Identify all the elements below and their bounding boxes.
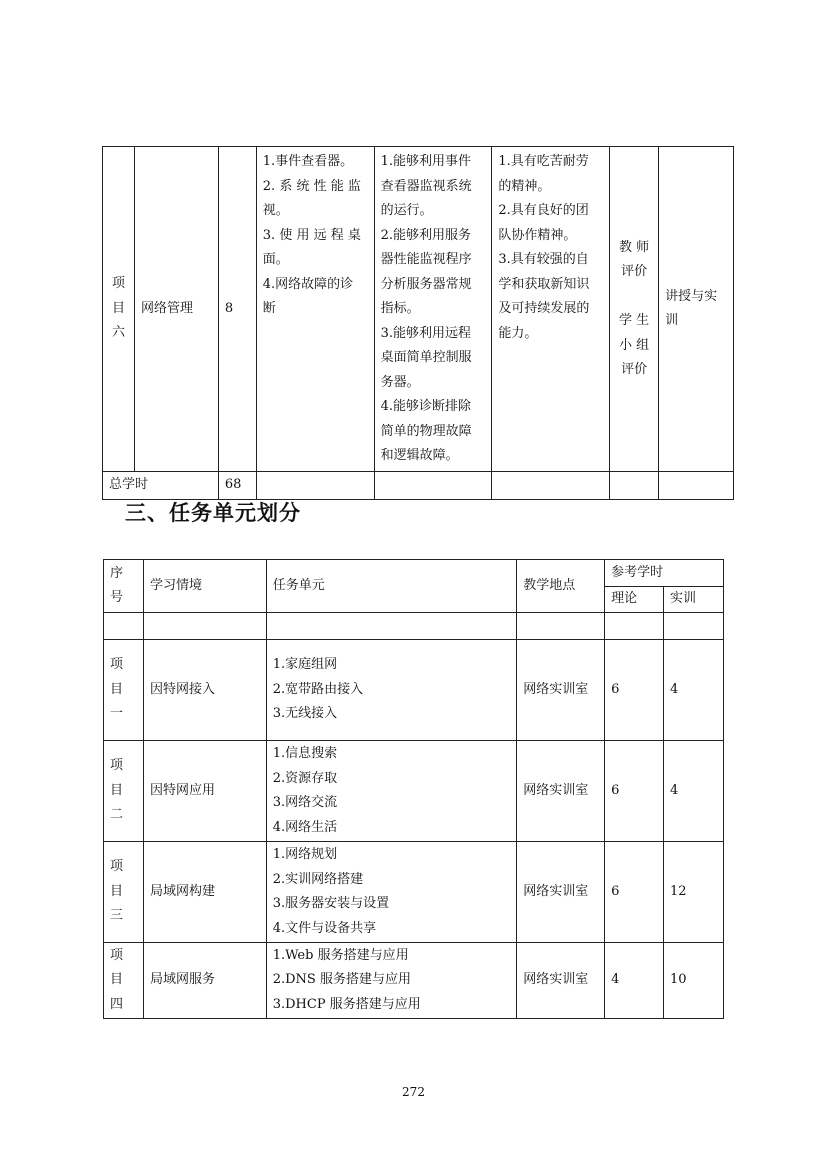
empty-row	[104, 613, 724, 640]
total-row	[103, 472, 734, 500]
header-situation: 学习情境	[143, 560, 266, 613]
skills-cell: 1.能够利用事件 查看器监视系统 的运行。 2.能够利用服务 器性能监视程序 分析服务器常规 指标。 3.能够利用远程 桌面简单控制服 务器。 4.能够诊断排除 简单的物理故障 和逻辑故障。	[374, 147, 492, 472]
task-cell: 1.信息搜索 2.资源存取 3.网络交流 4.网络生活	[266, 741, 517, 842]
header-practice: 实训	[664, 587, 724, 613]
location-cell: 网络实训室	[517, 741, 605, 842]
header-task: 任务单元	[266, 560, 517, 613]
project-id-cell: 项 目 一	[104, 640, 144, 741]
course-content-table	[102, 146, 734, 500]
header-seq: 序 号	[104, 560, 144, 613]
table-row	[104, 842, 724, 943]
project-id-cell: 项 目 六	[103, 147, 135, 472]
task-unit-table	[103, 559, 724, 1019]
practice-cell: 12	[664, 842, 724, 943]
project-id-cell: 项 目 四	[104, 943, 144, 1019]
header-ref-hours: 参考学时	[605, 560, 724, 587]
practice-cell: 4	[664, 741, 724, 842]
situation-cell: 局域网服务	[143, 943, 266, 1019]
location-cell: 网络实训室	[517, 943, 605, 1019]
section-title: 三、任务单元划分	[125, 501, 301, 525]
theory-cell: 6	[605, 741, 664, 842]
location-cell: 网络实训室	[517, 842, 605, 943]
header-location: 教学地点	[517, 560, 605, 613]
situation-cell: 因特网接入	[143, 640, 266, 741]
theory-cell: 6	[605, 640, 664, 741]
header-theory: 理论	[605, 587, 664, 613]
location-cell: 网络实训室	[517, 640, 605, 741]
method-cell: 讲授与实 训	[659, 147, 734, 472]
header-row	[104, 560, 724, 587]
table-row	[104, 640, 724, 741]
situation-cell: 因特网应用	[143, 741, 266, 842]
total-label: 总学时	[103, 472, 219, 500]
total-hours: 68	[218, 472, 256, 500]
table-row	[103, 147, 734, 472]
theory-cell: 4	[605, 943, 664, 1019]
practice-cell: 4	[664, 640, 724, 741]
table-row	[104, 943, 724, 1019]
task-cell: 1.家庭组网 2.宽带路由接入 3.无线接入	[266, 640, 517, 741]
table-row	[104, 741, 724, 842]
project-id-cell: 项 目 三	[104, 842, 144, 943]
theory-cell: 6	[605, 842, 664, 943]
quality-cell: 1.具有吃苦耐劳 的精神。 2.具有良好的团 队协作精神。 3.具有较强的自 学和获取新知识 及可持续发展的 能力。	[492, 147, 610, 472]
hours-cell: 8	[218, 147, 256, 472]
project-id-cell: 项 目 二	[104, 741, 144, 842]
task-cell: 1.网络规划 2.实训网络搭建 3.服务器安装与设置 4.文件与设备共享	[266, 842, 517, 943]
evaluation-cell: 教 师 评价 学 生 小 组 评价	[610, 147, 659, 472]
page-number: 272	[402, 1085, 425, 1099]
situation-cell: 局域网构建	[143, 842, 266, 943]
task-cell: 1.Web 服务搭建与应用 2.DNS 服务搭建与应用 3.DHCP 服务搭建与应用	[266, 943, 517, 1019]
knowledge-cell: 1.事件查看器。 2. 系 统 性 能 监 视。 3. 使 用 远 程 桌 面。 4.网络故障的诊 断	[256, 147, 374, 472]
project-name-cell: 网络管理	[134, 147, 218, 472]
practice-cell: 10	[664, 943, 724, 1019]
